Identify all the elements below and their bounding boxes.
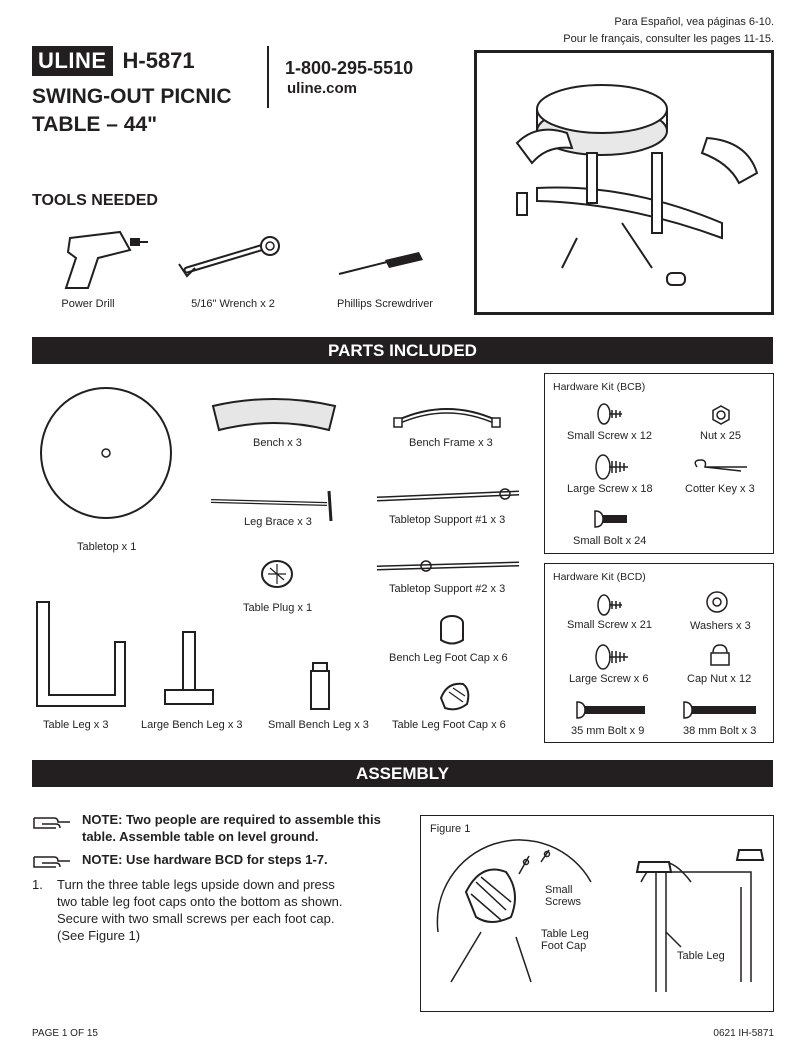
table-plug-icon [260,559,294,589]
uline-logo: ULINE [32,46,113,76]
hardware-kit-bcb-title: Hardware Kit (BCB) [553,381,646,393]
hw-bcd-38mm-bolt: 38 mm Bolt x 3 [683,725,757,737]
assembly-heading: ASSEMBLY [32,760,773,787]
label-foot-cap-line-2: Foot Cap [541,940,587,952]
screwdriver-icon [337,250,427,280]
large-screw-icon [595,644,629,670]
note-two-people [82,811,381,845]
tool-label-wrench: 5/16" Wrench x 2 [191,298,275,310]
note-two-people-line-2: table. Assemble table on level ground. [82,829,319,844]
small-screw-icon [597,403,623,425]
brand-block [32,46,195,76]
bolt-35mm-icon [575,700,647,720]
large-screw-icon [595,454,629,480]
label-table-leg: Table Leg [677,950,725,962]
table-leg-icon [35,600,127,712]
header-divider [267,46,269,108]
hw-bcd-35mm-bolt: 35 mm Bolt x 9 [571,725,645,737]
label-small-screws-line-2: Screws [545,896,582,908]
power-drill-icon [58,230,148,290]
french-note: Pour le français, consulter les pages 11-15. [563,33,774,45]
hw-bcb-nut: Nut x 25 [700,430,741,442]
pointing-hand-icon [32,814,72,830]
part-tabletop-support-2: Tabletop Support #2 x 3 [389,583,506,595]
language-note [563,14,774,48]
tabletop-support-1-icon [373,487,523,507]
hardware-kit-bcd-title: Hardware Kit (BCD) [553,571,646,583]
washer-icon [706,591,728,613]
page-title [32,83,262,139]
cotter-key-icon [693,457,749,477]
document-code: 0621 IH-5871 [713,1028,774,1039]
title-line-2: TABLE – 44" [32,113,158,136]
nut-icon [711,405,731,425]
large-bench-leg-icon [163,630,215,708]
part-bench: Bench x 3 [253,437,302,449]
step-1-line-1: Turn the three table legs upside down and press [57,877,335,892]
label-small-screws [545,884,581,908]
label-table-leg-foot-cap [541,928,589,952]
wrench-icon [175,238,285,278]
part-leg-brace: Leg Brace x 3 [244,516,312,528]
part-table-leg-foot-cap: Table Leg Foot Cap x 6 [392,719,506,731]
part-large-bench-leg: Large Bench Leg x 3 [141,719,243,731]
part-table-plug: Table Plug x 1 [243,602,313,614]
part-bench-leg-foot-cap: Bench Leg Foot Cap x 6 [389,652,508,664]
hw-bcb-cotter-key: Cotter Key x 3 [685,483,755,495]
title-line-1: SWING-OUT PICNIC [32,85,232,108]
tools-heading: TOOLS NEEDED [32,192,158,209]
cap-nut-icon [709,643,731,667]
figure-1-title: Figure 1 [430,823,471,835]
step-1-line-2: two table leg foot caps onto the bottom as shown. [57,894,343,909]
tabletop-support-2-icon [373,556,523,576]
part-tabletop-support-1: Tabletop Support #1 x 3 [389,514,506,526]
tool-label-drill: Power Drill [61,298,115,310]
note-two-people-line-1: NOTE: Two people are required to assemble this [82,812,381,827]
part-small-bench-leg: Small Bench Leg x 3 [268,719,369,731]
part-table-leg: Table Leg x 3 [43,719,109,731]
step-1-line-4: (See Figure 1) [57,928,141,943]
hw-bcd-small-screw: Small Screw x 21 [567,619,652,631]
part-bench-frame: Bench Frame x 3 [409,437,493,449]
part-tabletop: Tabletop x 1 [77,541,137,553]
figure-1-drawing [421,832,773,1002]
small-bench-leg-icon [305,661,335,711]
bench-icon [209,398,339,434]
small-bolt-icon [593,509,629,529]
label-small-screws-line-1: Small [545,884,573,896]
picnic-table-drawing [477,53,777,318]
parts-included-heading: PARTS INCLUDED [32,337,773,364]
bench-leg-foot-cap-icon [437,614,467,648]
note-hardware-bcd: NOTE: Use hardware BCD for steps 1-7. [82,852,328,867]
picnic-table-illustration [474,50,774,315]
phone-number: 1-800-295-5510 [285,58,414,78]
tabletop-icon [39,386,173,520]
table-leg-foot-cap-icon [437,680,473,714]
label-foot-cap-line-1: Table Leg [541,928,589,940]
step-1-text [57,876,342,944]
tool-label-screwdriver: Phillips Screwdriver [337,298,433,310]
page-number: PAGE 1 OF 15 [32,1028,98,1039]
hw-bcb-small-bolt: Small Bolt x 24 [573,535,647,547]
hw-bcb-large-screw: Large Screw x 18 [567,483,653,495]
step-1-line-3: Secure with two small screws per each foot cap. [57,911,335,926]
hw-bcd-cap-nut: Cap Nut x 12 [687,673,752,685]
spanish-note: Para Español, vea páginas 6-10. [614,16,774,28]
small-screw-icon [597,594,623,616]
bolt-38mm-icon [682,700,758,720]
step-number: 1. [32,877,43,892]
pointing-hand-icon [32,853,72,869]
bench-frame-icon [392,398,502,428]
hw-bcd-washers: Washers x 3 [690,620,751,632]
website-link[interactable]: uline.com [287,80,358,97]
model-number: H-5871 [122,48,195,73]
hw-bcb-small-screw: Small Screw x 12 [567,430,652,442]
hw-bcd-large-screw: Large Screw x 6 [569,673,649,685]
